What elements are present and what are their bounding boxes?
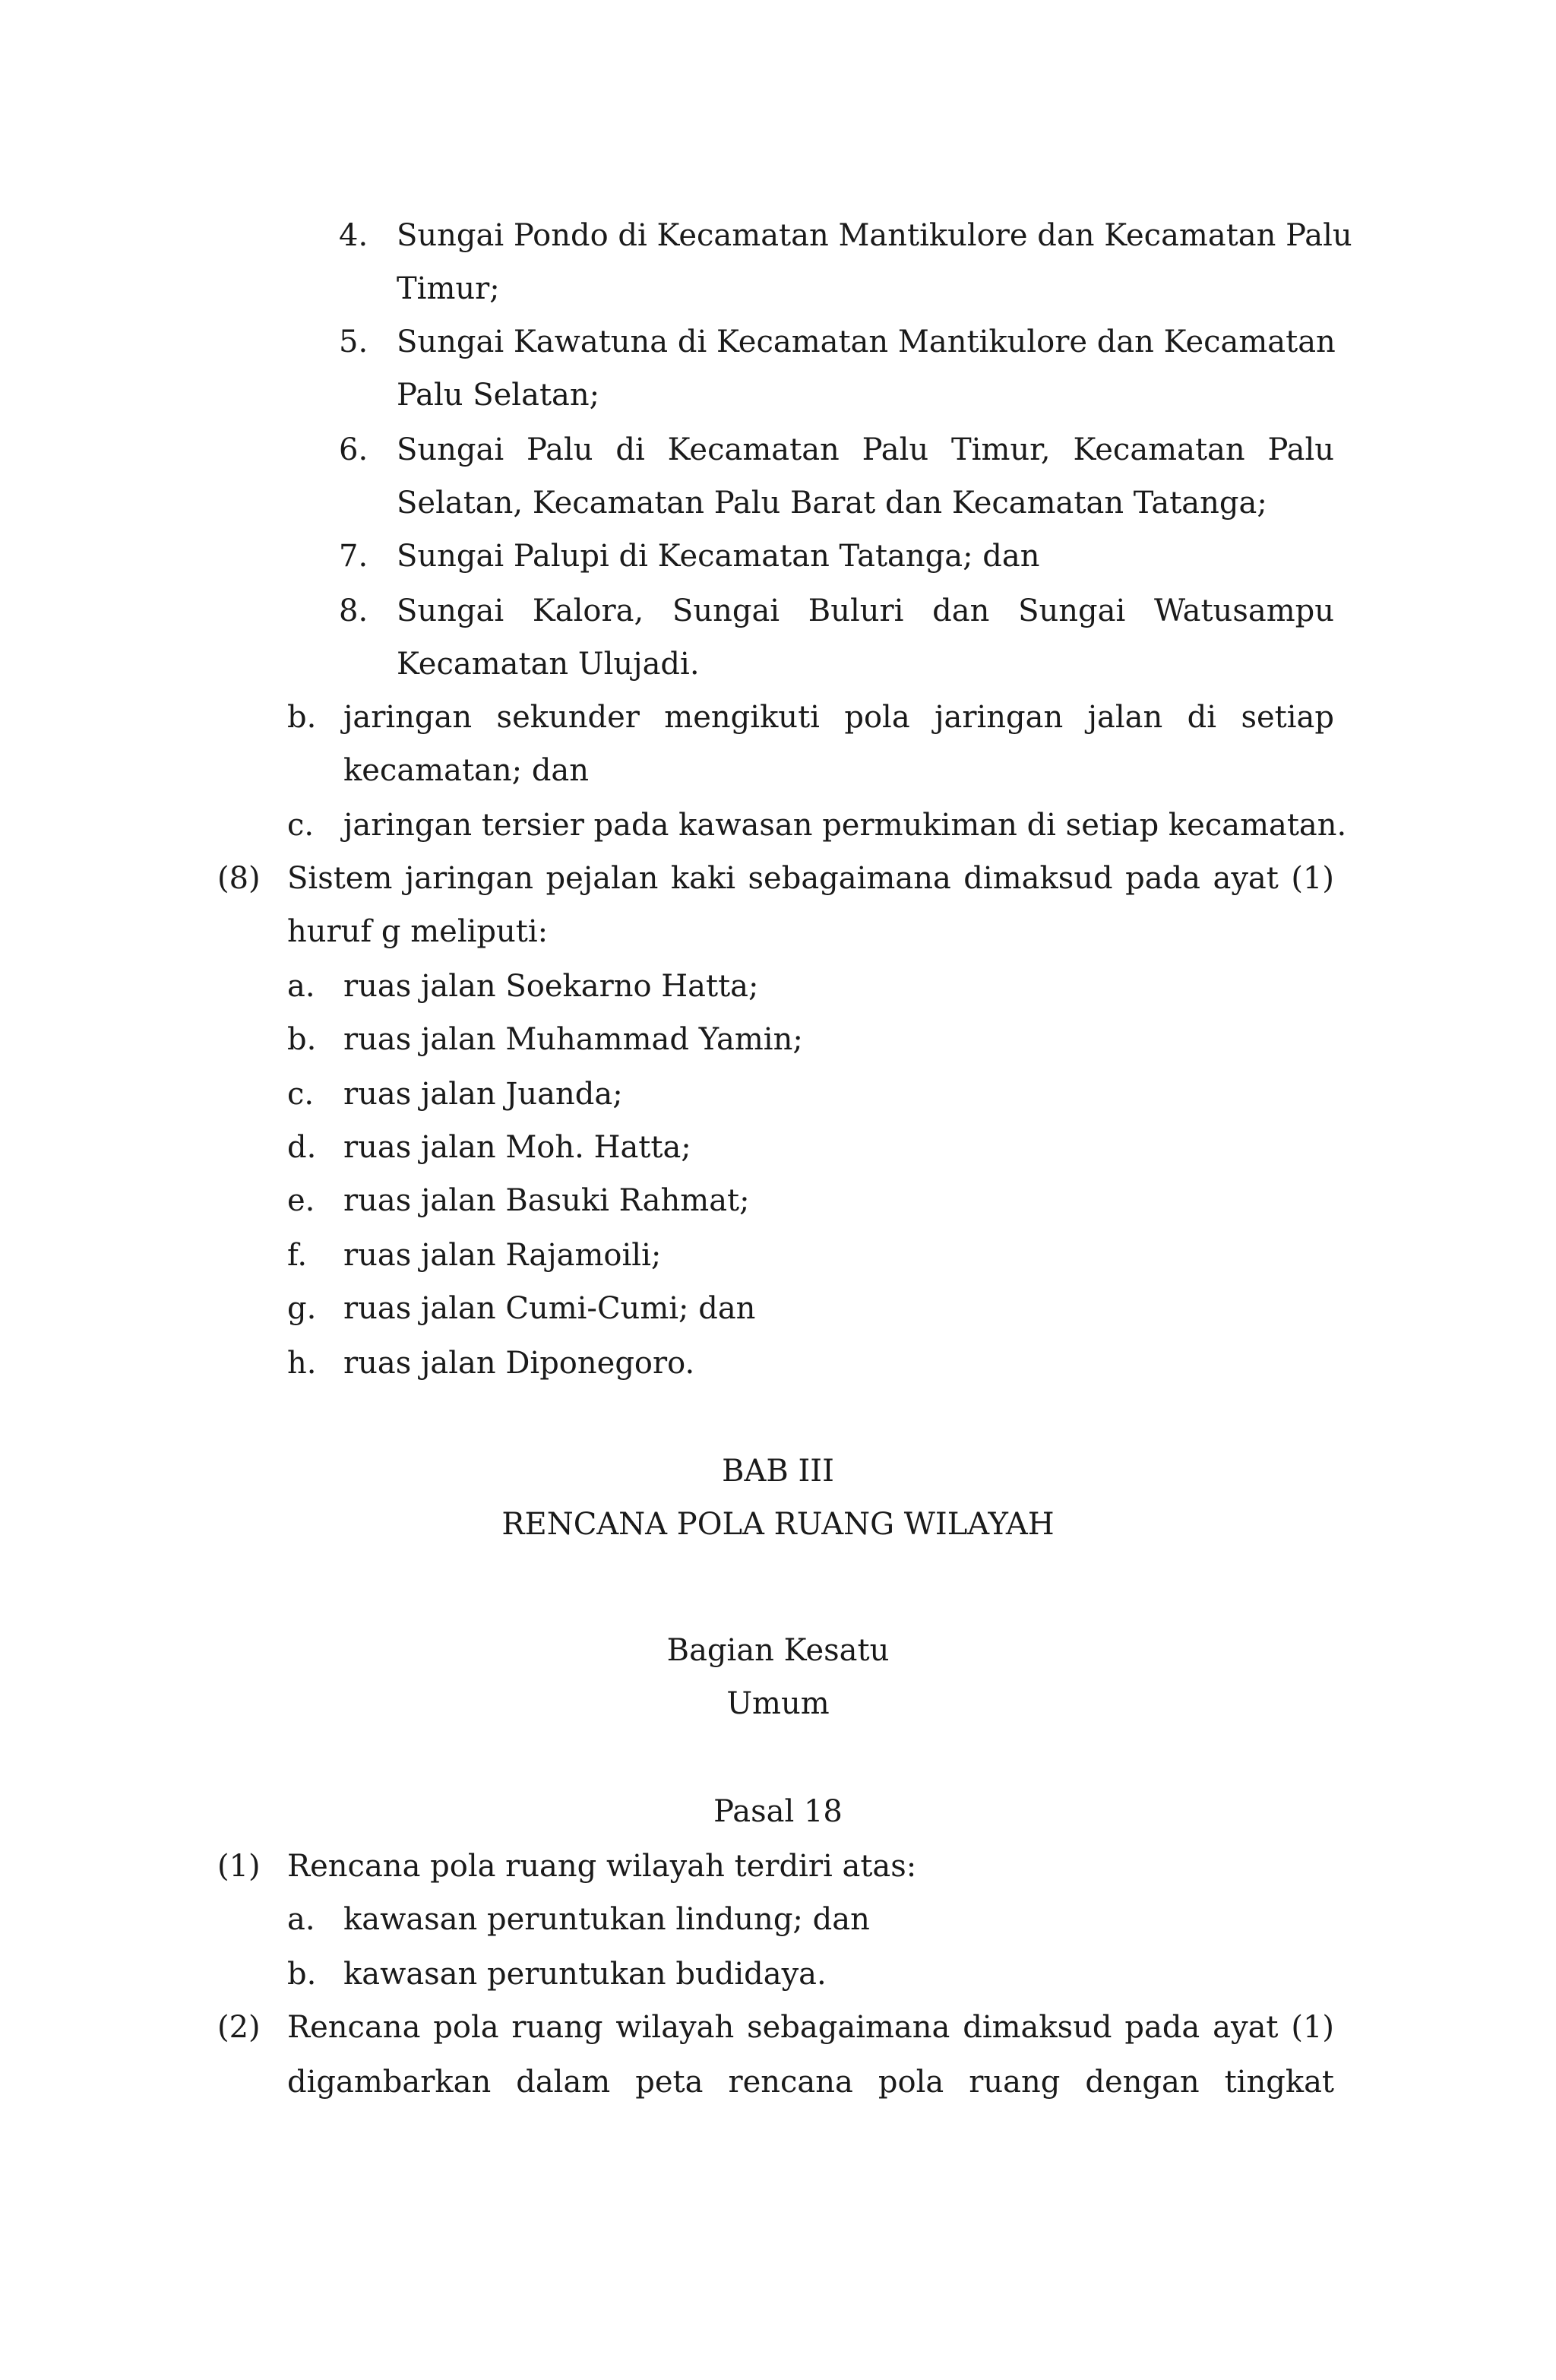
- list-letter: d.: [287, 1130, 317, 1165]
- list-number: 7.: [339, 539, 368, 574]
- list-number: 5.: [339, 324, 368, 359]
- list-letter: a.: [287, 1902, 315, 1937]
- list-item-text: ruas jalan Diponegoro.: [343, 1346, 695, 1381]
- chapter-label: BAB III: [722, 1454, 834, 1489]
- ayat-number: (2): [217, 2010, 261, 2045]
- list-item-text: Timur;: [397, 271, 500, 306]
- list-number: 4.: [339, 218, 368, 253]
- list-letter: b.: [287, 1957, 317, 1992]
- list-item-text: Palu Selatan;: [397, 378, 600, 413]
- ayat-text: digambarkan dalam peta rencana pola ruang dengan tingkat: [287, 2065, 1334, 2100]
- list-item-text: ruas jalan Juanda;: [343, 1077, 623, 1112]
- list-item-text: Sungai Palupi di Kecamatan Tatanga; dan: [397, 539, 1040, 574]
- list-item-text: ruas jalan Soekarno Hatta;: [343, 969, 759, 1004]
- ayat-text: Rencana pola ruang wilayah terdiri atas:: [287, 1849, 917, 1884]
- list-letter: b.: [287, 1022, 317, 1057]
- ayat-text: huruf g meliputi:: [287, 914, 549, 949]
- list-letter: h.: [287, 1346, 317, 1381]
- list-letter: b.: [287, 700, 317, 735]
- section-label: Bagian Kesatu: [666, 1633, 890, 1668]
- list-item-text: jaringan tersier pada kawasan permukiman di setiap kecamatan.: [343, 808, 1347, 843]
- list-number: 6.: [339, 432, 368, 467]
- list-item-text: jaringan sekunder mengikuti pola jaringan jalan di setiap: [343, 700, 1334, 735]
- list-number: 8.: [339, 593, 368, 628]
- list-item-text: Kecamatan Ulujadi.: [397, 647, 700, 682]
- list-item-text: Sungai Palu di Kecamatan Palu Timur, Kecamatan Palu: [397, 432, 1334, 467]
- list-item-text: Sungai Kalora, Sungai Buluri dan Sungai Watusampu: [397, 593, 1334, 628]
- ayat-text: Rencana pola ruang wilayah sebagaimana dimaksud pada ayat (1): [287, 2010, 1334, 2045]
- list-letter: e.: [287, 1183, 315, 1218]
- list-letter: a.: [287, 969, 315, 1004]
- list-item-text: Selatan, Kecamatan Palu Barat dan Kecamatan Tatanga;: [397, 486, 1267, 521]
- list-letter: f.: [287, 1238, 308, 1273]
- list-letter: g.: [287, 1291, 317, 1326]
- section-title: Umum: [726, 1686, 830, 1721]
- list-item-text: Sungai Pondo di Kecamatan Mantikulore dan Kecamatan Palu: [397, 218, 1352, 253]
- list-item-text: kawasan peruntukan lindung; dan: [343, 1902, 870, 1937]
- ayat-number: (8): [217, 861, 261, 896]
- list-letter: c.: [287, 1077, 315, 1112]
- pasal-heading: Pasal 18: [713, 1794, 843, 1829]
- list-item-text: kawasan peruntukan budidaya.: [343, 1957, 827, 1992]
- ayat-text: Sistem jaringan pejalan kaki sebagaimana dimaksud pada ayat (1): [287, 861, 1334, 896]
- list-item-text: ruas jalan Rajamoili;: [343, 1238, 662, 1273]
- list-item-text: ruas jalan Moh. Hatta;: [343, 1130, 691, 1165]
- chapter-title: RENCANA POLA RUANG WILAYAH: [501, 1507, 1055, 1542]
- list-item-text: ruas jalan Cumi-Cumi; dan: [343, 1291, 756, 1326]
- ayat-number: (1): [217, 1849, 261, 1884]
- list-item-text: Sungai Kawatuna di Kecamatan Mantikulore dan Kecamatan: [397, 324, 1336, 359]
- list-item-text: kecamatan; dan: [343, 753, 590, 788]
- list-letter: c.: [287, 808, 315, 843]
- list-item-text: ruas jalan Basuki Rahmat;: [343, 1183, 750, 1218]
- list-item-text: ruas jalan Muhammad Yamin;: [343, 1022, 803, 1057]
